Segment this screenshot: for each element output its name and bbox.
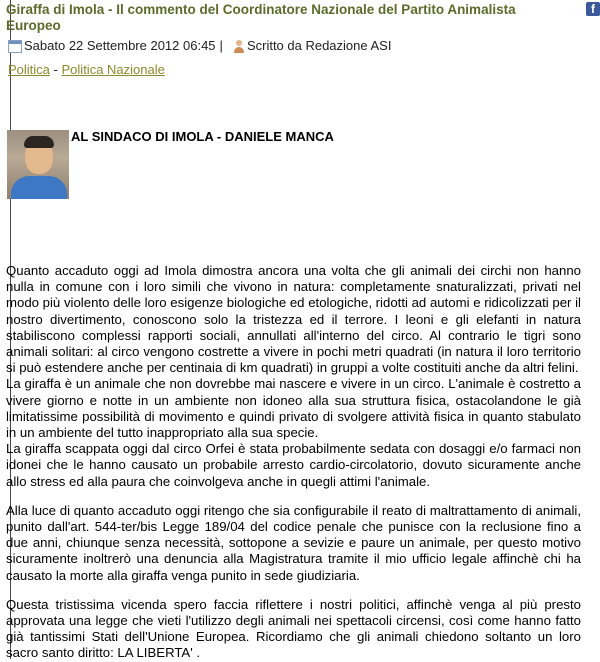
paragraph-gap [6,584,581,597]
article-title[interactable]: Giraffa di Imola - Il commento del Coordinatore Nazionale del Partito Animalista Europeo [6,2,516,33]
paragraph-gap [6,490,581,503]
article-meta [8,38,391,54]
article-paragraph: Quanto accaduto oggi ad Imola dimostra ancora una volta che gli animali dei circhi non hanno nulla in comune con i loro simili che vivono in natura: completamente snaturalizzati, privati nel modo più violento delle loro esigenze biologiche ed etologiche, ridotti ad automi e ridicolizzati per il nostro divertimento, conoscono solo la tristezza ed il terrore. I leoni e gli elefanti in natura stabiliscono complessi rapporti sociali, annullati all'interno del circo. Al contrario le tigri sono animali solitari: al circo vengono costrette a vivere in pochi metri quadrati (in natura il loro territorio si può estendere anche per centinaia di km quadrati) in gruppi a volte costituiti anche da altri felini. [6,263,581,376]
category-link-politica-nazionale[interactable]: Politica Nazionale [61,62,165,77]
publish-date: Sabato 22 Settembre 2012 06:45 [24,38,216,53]
article-paragraph: La giraffa scappata oggi dal circo Orfei è stata probabilmente sedata con dosaggi e/o farmaci non idonei che le hanno causato un probabile arresto cardio-circolatorio, dovuto sicuramente anche allo stress ed alla paura che coinvolgeva anche in quegli attimi l'animale. [6,441,581,489]
meta-separator: | [219,38,223,53]
facebook-icon[interactable]: f [586,2,600,16]
avatar-shirt [11,176,67,199]
category-breadcrumb [8,62,165,78]
calendar-icon [8,40,22,53]
article-paragraph: Alla luce di quanto accaduto oggi ritengo che sia configurabile il reato di maltrattamento di animali, punito dall'art. 544-ter/bis Legge 189/04 del codice penale che punisce con la reclusione fino a due anni, chiunque senza necessità, sottopone a sevizie e paure un animale, per questo motivo sicuramente inoltrerò una denuncia alla Magistratura tramite il mio ufficio legale affinchè chi ha causato la morte alla giraffa venga punito in sede giudiziaria. [6,502,581,583]
article-body [6,263,581,662]
category-separator: - [53,62,58,77]
avatar-hair [24,136,54,148]
author-photo [7,130,69,199]
category-link-politica[interactable]: Politica [8,62,50,77]
author-label: Scritto da Redazione ASI [246,38,392,53]
article-paragraph: La giraffa è un animale che non dovrebbe mai nascere e vivere in un circo. L'animale è costretto a vivere giorno e notte in un ambiente non idoneo alla sua struttura fisica, ostacolandone le già limitatissime possibilità di movimento e quindi privato di svolgere attività fisica in quanto stabulato in un ambiente del tutto inappropriato alla sua specie. [6,376,581,441]
article-headline: AL SINDACO DI IMOLA - DANIELE MANCA [71,129,334,144]
user-icon [233,40,245,53]
article-paragraph: Questa tristissima vicenda spero faccia riflettere i nostri politici, affinchè venga al più presto approvata una legge che vieti l'utilizzo degli animali nei spettacoli circensi, così come hanno fatto già tantissimi Stati dell'Unione Europea. Ricordiamo che gli animali chiedono soltanto un loro sacro santo diritto: LA LIBERTA' . [6,596,581,661]
